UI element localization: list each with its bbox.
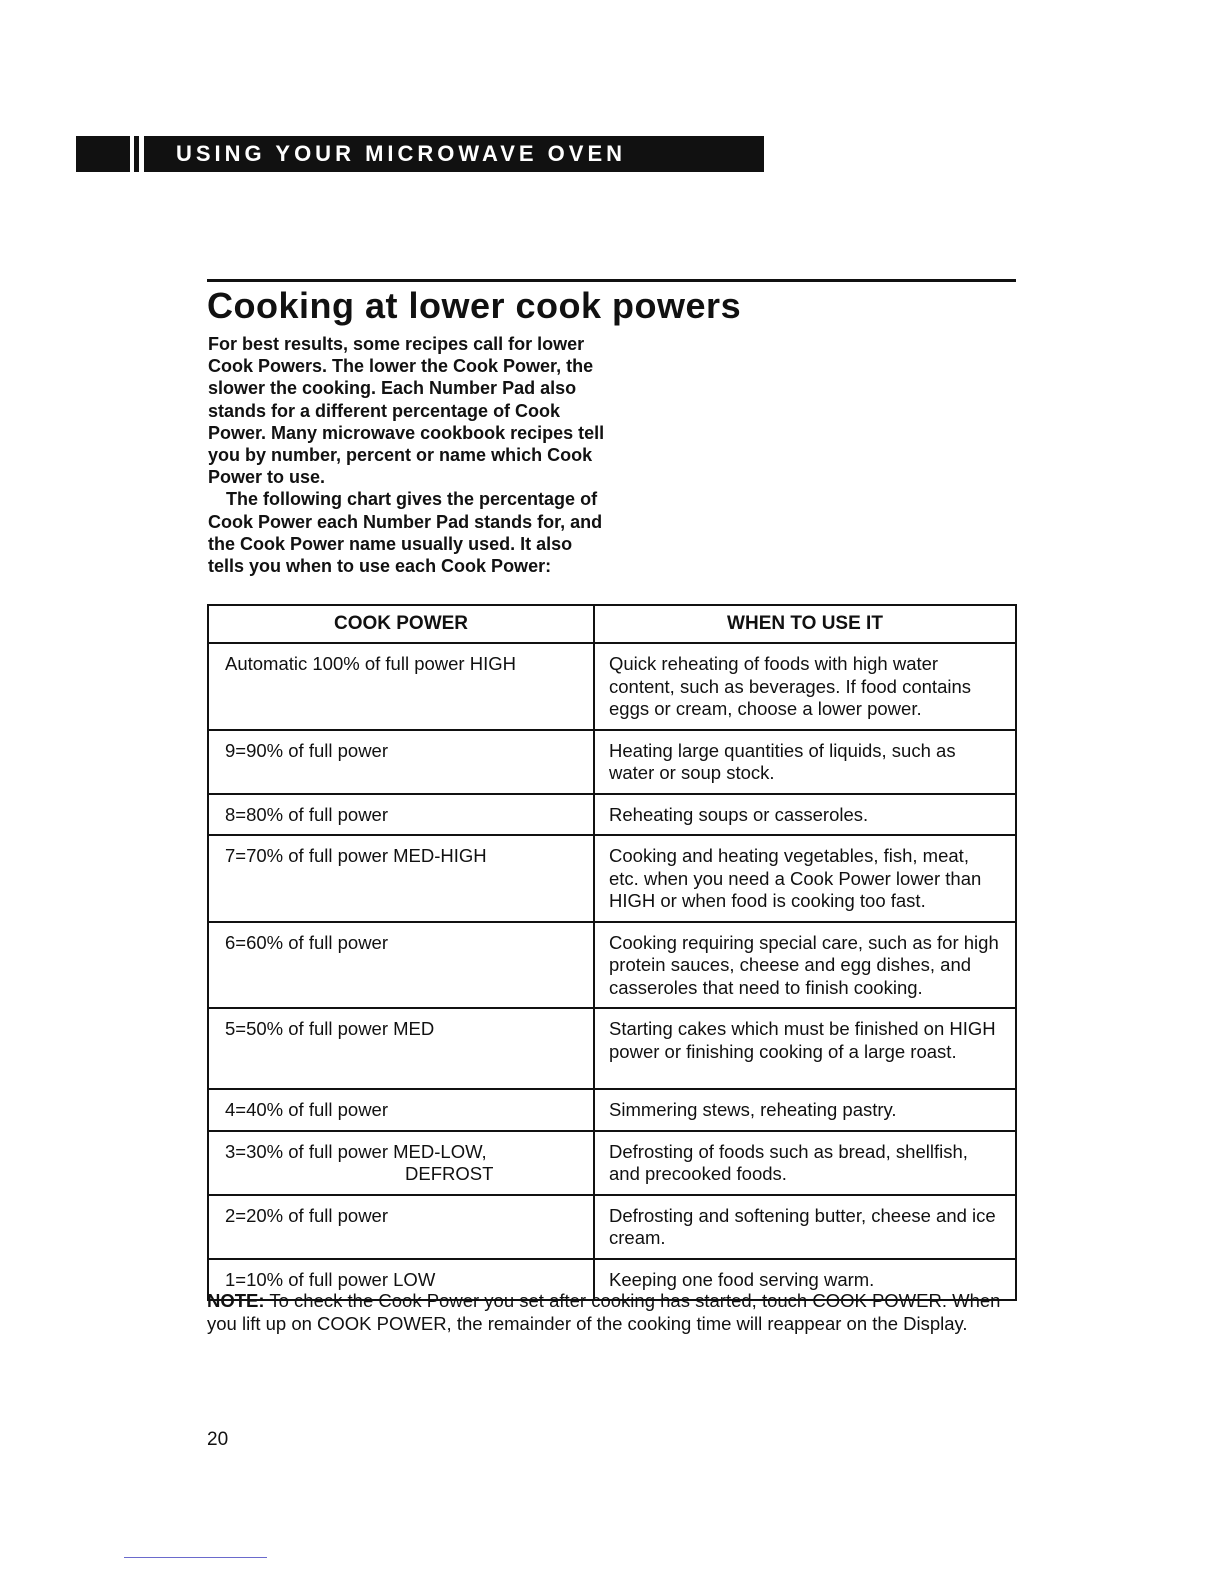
cook-power-table: [207, 604, 1017, 1301]
table-row: [208, 835, 1016, 922]
cook-power-cell: 6=60% of full power: [208, 922, 594, 1009]
table-row: [208, 794, 1016, 836]
cook-power-cell: [208, 1131, 594, 1195]
footer-rule: [124, 1557, 267, 1558]
header-block-decoration: [76, 136, 130, 172]
when-to-use-cell: Heating large quantities of liquids, such as water or soup stock.: [594, 730, 1016, 794]
intro-text: [208, 333, 608, 577]
cook-power-cell: 2=20% of full power: [208, 1195, 594, 1259]
table-row: [208, 1195, 1016, 1259]
when-to-use-cell: Simmering stews, reheating pastry.: [594, 1089, 1016, 1131]
page-number: 20: [207, 1429, 229, 1450]
table-row: [208, 922, 1016, 1009]
cook-power-cell: 4=40% of full power: [208, 1089, 594, 1131]
intro-paragraph-1: For best results, some recipes call for lower Cook Powers. The lower the Cook Power, the slower the cooking. Each Number Pad also stands for a different percentage of Cook Power. Many microwave cookbook recipes tell you by number, percent or name which Cook Power to use.: [208, 334, 605, 488]
table-row: [208, 1089, 1016, 1131]
when-to-use-cell: Defrosting of foods such as bread, shellfish, and precooked foods.: [594, 1131, 1016, 1195]
when-to-use-cell: Cooking and heating vegetables, fish, meat, etc. when you need a Cook Power lower than HIGH or when food is cooking too fast.: [594, 835, 1016, 922]
note-text: To check the Cook Power you set after cooking has started, touch COOK POWER. When you lift up on COOK POWER, the remainder of the cooking time will reappear on the Display.: [207, 1290, 1001, 1334]
header-stripe-decoration: [134, 136, 139, 172]
table-row: [208, 643, 1016, 730]
page-title: Cooking at lower cook powers: [207, 285, 742, 326]
section-title: USING YOUR MICROWAVE OVEN: [144, 136, 764, 172]
cook-power-cell: Automatic 100% of full power HIGH: [208, 643, 594, 730]
when-to-use-cell: Cooking requiring special care, such as for high protein sauces, cheese and egg dishes, and casseroles that need to finish cooking.: [594, 922, 1016, 1009]
cook-power-cell: 1=10% of full power LOW: [208, 1259, 594, 1301]
cook-power-line-continued: DEFROST: [405, 1163, 494, 1184]
note-paragraph: [207, 1290, 1007, 1335]
column-header-cook-power: COOK POWER: [208, 605, 594, 643]
when-to-use-cell: Keeping one food serving warm.: [594, 1259, 1016, 1301]
column-header-when-to-use: WHEN TO USE IT: [594, 605, 1016, 643]
when-to-use-cell: Defrosting and softening butter, cheese and ice cream.: [594, 1195, 1016, 1259]
table-row: [208, 730, 1016, 794]
intro-paragraph-2: The following chart gives the percentage of Cook Power each Number Pad stands for, and the Cook Power name usually used. It also tells you when to use each Cook Power:: [208, 489, 603, 577]
when-to-use-cell: Reheating soups or casseroles.: [594, 794, 1016, 836]
cook-power-cell: 8=80% of full power: [208, 794, 594, 836]
note-label: NOTE:: [207, 1290, 265, 1311]
cook-power-cell: 7=70% of full power MED-HIGH: [208, 835, 594, 922]
cook-power-line: 3=30% of full power MED-LOW,: [225, 1140, 487, 1162]
table-row: [208, 1131, 1016, 1195]
when-to-use-cell: Starting cakes which must be finished on HIGH power or finishing cooking of a large roast.: [594, 1008, 1016, 1089]
title-rule: [207, 279, 1016, 282]
cook-power-cell: 9=90% of full power: [208, 730, 594, 794]
table-header-row: [208, 605, 1016, 643]
when-to-use-cell: Quick reheating of foods with high water content, such as beverages. If food contains eggs or cream, choose a lower power.: [594, 643, 1016, 730]
cook-power-cell: 5=50% of full power MED: [208, 1008, 594, 1089]
table-row: [208, 1008, 1016, 1089]
